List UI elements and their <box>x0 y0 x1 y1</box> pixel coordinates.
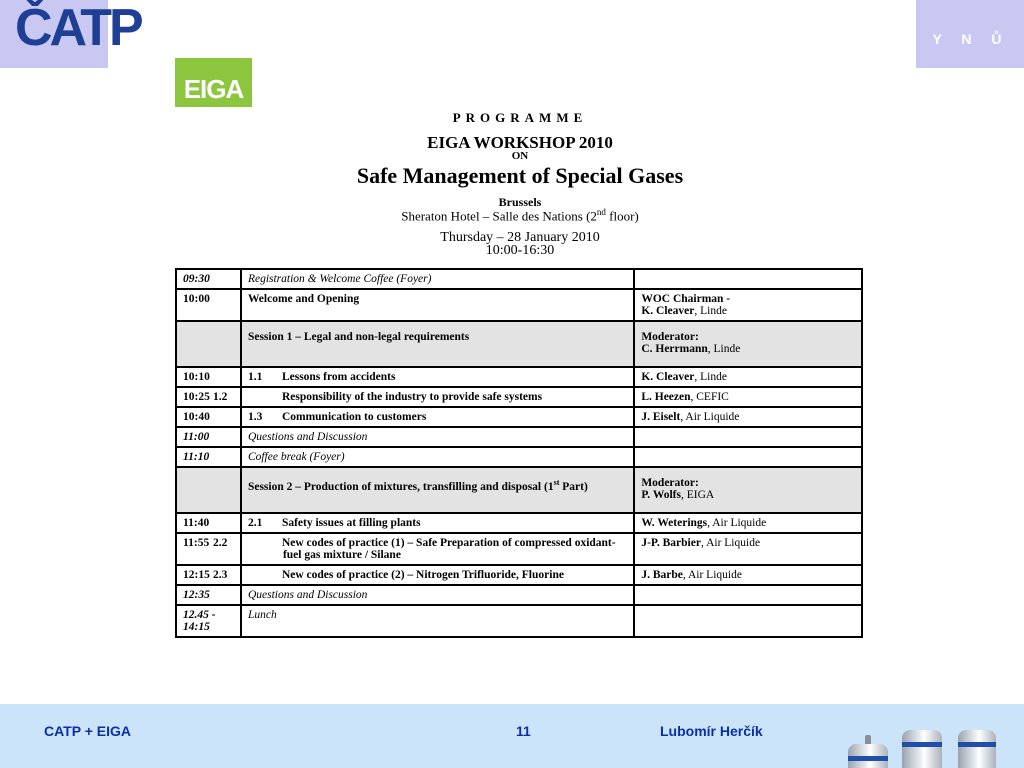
event-time: 10:00-16:30 <box>485 243 555 258</box>
row-speaker <box>634 533 862 565</box>
speaker-org: , Linde <box>707 343 741 355</box>
speaker-name: W. Weterings <box>641 517 708 529</box>
row-time: 10:00 <box>176 289 241 321</box>
row-title <box>241 367 634 387</box>
speaker-org: , Air Liquide <box>700 537 761 549</box>
item-title: New codes of practice (1) – Safe Preparation of compressed oxidant-fuel gas mixture / Silane <box>281 537 616 561</box>
row-speaker <box>634 565 862 585</box>
venue-sup: nd <box>596 207 606 217</box>
session-title-prefix: Session 2 – Production of mixtures, transfilling and disposal (1 <box>247 480 554 493</box>
footer-left-text: CATP + EIGA <box>44 723 132 739</box>
row-title <box>241 513 634 533</box>
row-speaker <box>634 367 862 387</box>
row-speaker <box>634 467 862 513</box>
city: Brussels <box>498 195 542 209</box>
speaker-role: WOC Chairman - <box>641 293 731 305</box>
row-title <box>241 467 634 513</box>
row-time <box>176 321 241 367</box>
row-time: 12.45 - 14:15 <box>176 605 241 637</box>
session-title-suffix: Part) <box>559 480 588 493</box>
row-title: Registration & Welcome Coffee (Foyer) <box>241 269 634 289</box>
venue-suffix: floor) <box>605 208 639 224</box>
row-time: 09:30 <box>176 269 241 289</box>
cylinder-valve <box>865 735 871 744</box>
speaker-role: Moderator: <box>641 331 699 343</box>
top-left-logo-panel <box>0 0 141 68</box>
table-row-session-2 <box>176 467 862 513</box>
row-time: 11:40 <box>176 513 241 533</box>
gas-cylinder-icon <box>848 744 888 768</box>
table-row <box>176 533 862 565</box>
row-speaker <box>634 513 862 533</box>
row-title <box>212 533 634 565</box>
row-time: 11:55 <box>176 533 241 565</box>
speaker-name: J. Eiselt <box>641 411 681 423</box>
row-title: Lunch <box>241 605 634 637</box>
table-row <box>176 447 862 467</box>
row-title <box>212 565 634 585</box>
eiga-logo <box>175 58 252 107</box>
speaker-name: K. Cleaver <box>641 305 695 317</box>
item-number: 2.3 <box>212 569 228 581</box>
table-row <box>176 427 862 447</box>
workshop-heading: EIGA WORKSHOP 2010 <box>427 133 613 152</box>
row-time <box>176 467 241 513</box>
table-row <box>176 565 862 585</box>
row-speaker <box>634 269 862 289</box>
speaker-org: , CEFIC <box>690 391 729 403</box>
catp-logo: ČATP <box>15 0 141 57</box>
cylinder-band <box>848 756 888 761</box>
row-time: 12:35 <box>176 585 241 605</box>
table-row <box>176 269 862 289</box>
row-title <box>212 387 634 407</box>
speaker-name: L. Heezen <box>641 391 691 403</box>
top-right-letters: Y N Ů <box>932 31 1010 47</box>
page-title: Safe Management of Special Gases <box>356 163 684 188</box>
item-title: New codes of practice (2) – Nitrogen Trifluoride, Fluorine <box>281 569 564 581</box>
row-title: Questions and Discussion <box>241 585 634 605</box>
item-title: Communication to customers <box>281 411 427 423</box>
speaker-org: , Air Liquide <box>682 569 742 581</box>
item-number: 1.1 <box>247 371 263 383</box>
table-row <box>176 513 862 533</box>
row-speaker <box>634 447 862 467</box>
item-number: 1.2 <box>212 391 228 403</box>
table-row <box>176 387 862 407</box>
row-title: Coffee break (Foyer) <box>241 447 634 467</box>
speaker-org: , EIGA <box>680 489 715 501</box>
item-number: 2.2 <box>212 537 228 549</box>
session-title-sup: st <box>553 478 560 487</box>
gas-cylinder-icon <box>902 730 942 768</box>
table-row <box>176 289 862 321</box>
speaker-org: , Linde <box>694 371 727 383</box>
item-number: 1.3 <box>247 411 263 423</box>
programme-heading: PROGRAMME <box>452 110 588 125</box>
row-title: Questions and Discussion <box>241 427 634 447</box>
programme-table <box>175 268 863 638</box>
table-row <box>176 605 862 637</box>
eiga-logo-text: EIGA <box>183 74 244 104</box>
row-speaker <box>634 387 862 407</box>
item-title: Responsibility of the industry to provide safe systems <box>281 391 543 403</box>
table-row-session-1 <box>176 321 862 367</box>
speaker-name: J. Barbe <box>641 569 683 581</box>
row-speaker <box>634 289 862 321</box>
speaker-role: Moderator: <box>641 477 699 489</box>
item-title: Safety issues at filling plants <box>281 517 421 529</box>
speaker-name: J-P. Barbier <box>641 537 701 549</box>
cylinder-band <box>958 742 996 747</box>
venue <box>180 207 860 224</box>
footer-author: Lubomír Herčík <box>660 723 763 739</box>
row-speaker <box>634 585 862 605</box>
row-time: 11:00 <box>176 427 241 447</box>
row-speaker <box>634 321 862 367</box>
event-date: Thursday – 28 January 2010 <box>440 230 600 245</box>
row-time: 10:25 <box>176 387 241 407</box>
row-time: 12:15 <box>176 565 241 585</box>
on-heading: ON <box>511 150 529 162</box>
speaker-org: , Air Liquide <box>707 517 767 529</box>
table-row <box>176 407 862 427</box>
table-row <box>176 585 862 605</box>
row-title <box>241 407 634 427</box>
top-right-panel <box>916 0 1024 68</box>
venue-prefix: Sheraton Hotel – Salle des Nations (2 <box>401 208 597 224</box>
row-time: 11:10 <box>176 447 241 467</box>
row-speaker <box>634 427 862 447</box>
page-number: 11 <box>516 723 531 739</box>
footer-bar <box>0 704 1024 768</box>
row-speaker <box>634 605 862 637</box>
cylinder-band <box>902 742 942 747</box>
speaker-org: , Linde <box>694 305 727 317</box>
row-speaker <box>634 407 862 427</box>
table-row <box>176 367 862 387</box>
item-number: 2.1 <box>247 517 263 529</box>
speaker-org: , Air Liquide <box>680 411 740 423</box>
row-title: Welcome and Opening <box>241 289 634 321</box>
gas-cylinder-icon <box>958 730 996 768</box>
speaker-name: K. Cleaver <box>641 371 695 383</box>
item-title: Lessons from accidents <box>281 371 396 383</box>
row-title: Session 1 – Legal and non-legal requirements <box>241 321 634 367</box>
speaker-name: C. Herrmann <box>641 343 708 355</box>
row-time: 10:40 <box>176 407 241 427</box>
row-time: 10:10 <box>176 367 241 387</box>
speaker-name: P. Wolfs <box>641 489 681 501</box>
